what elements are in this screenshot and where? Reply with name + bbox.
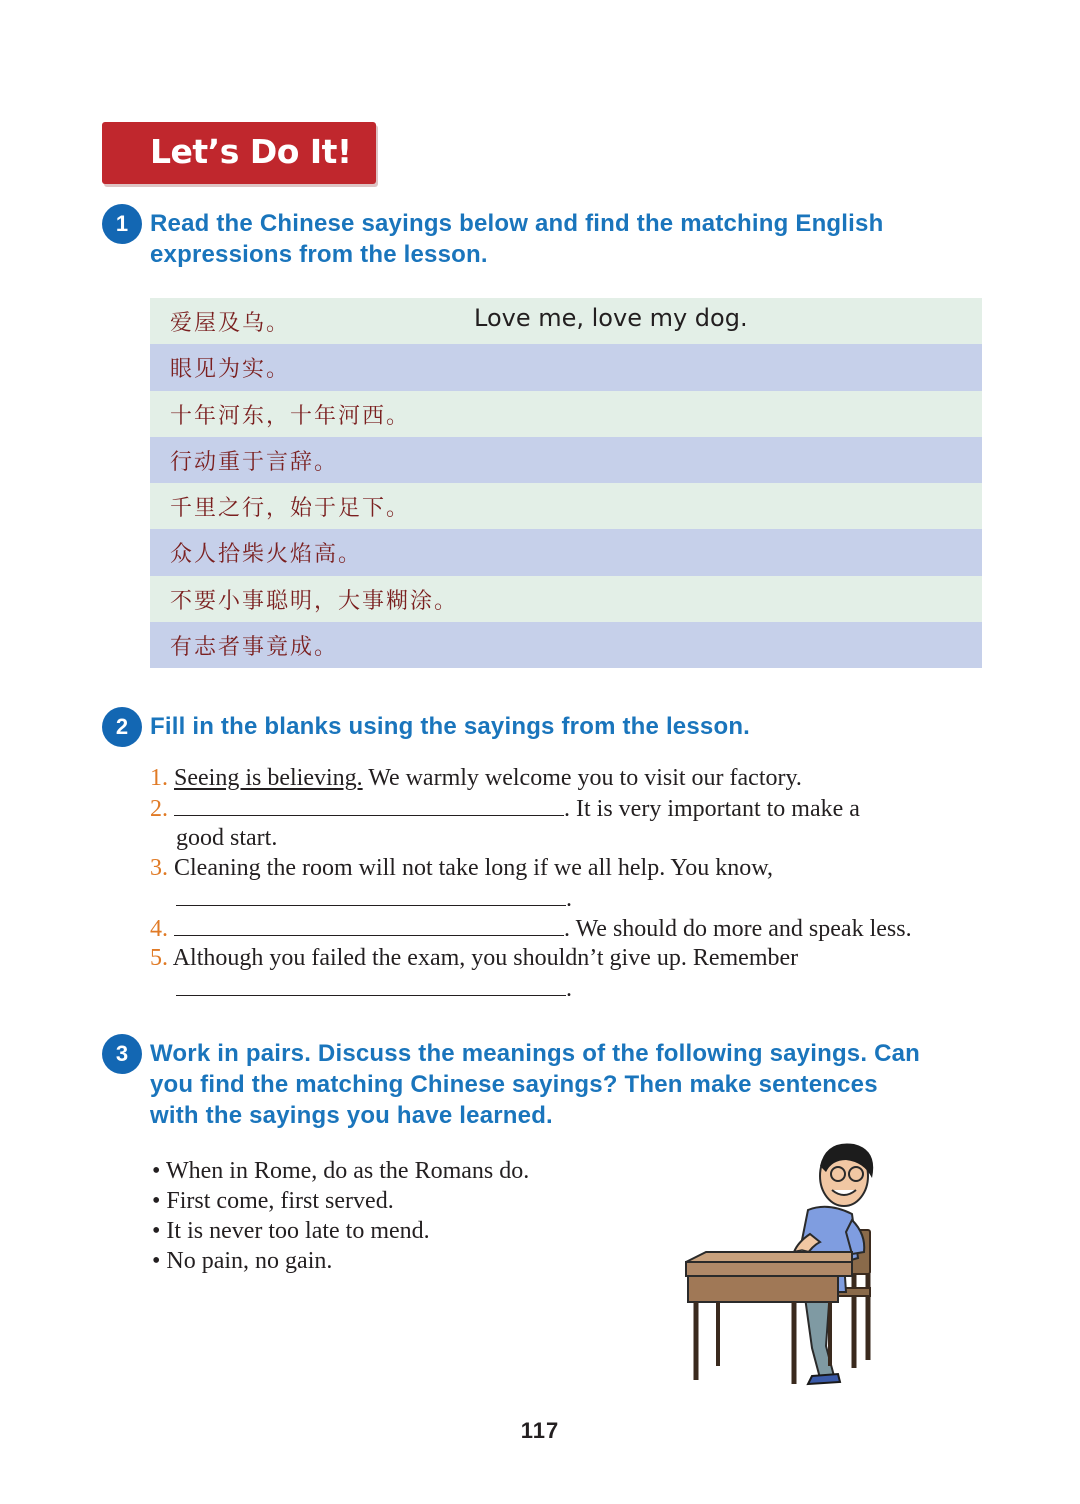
list-item: • When in Rome, do as the Romans do.: [152, 1158, 530, 1184]
table-row: [150, 483, 982, 529]
item-text-continued: .: [566, 886, 572, 912]
sample-answer: Seeing is believing.: [174, 765, 363, 791]
section-1-instruction: [150, 208, 883, 270]
sayings-list: [152, 1156, 529, 1276]
banner-title: Let’s Do It!: [150, 132, 352, 171]
table-row: [150, 576, 982, 622]
chinese-saying: 眼见为实。: [170, 357, 291, 383]
chinese-saying: 不要小事聪明，大事糊涂。: [170, 588, 459, 614]
answer-blank[interactable]: [174, 913, 564, 936]
table-row: [150, 344, 982, 390]
table-row: [150, 298, 982, 344]
item-text: . It is very important to make a: [564, 796, 860, 822]
section-3-instruction-line-3: with the sayings you have learned.: [150, 1102, 553, 1129]
item-number: 3.: [150, 855, 168, 881]
answer-blank[interactable]: [174, 793, 564, 816]
section-3-instruction-line-2: you find the matching Chinese sayings? Then make sentences: [150, 1071, 878, 1098]
item-number: 1.: [150, 765, 168, 791]
chinese-saying: 行动重于言辞。: [170, 449, 339, 475]
section-3-instruction: [150, 1038, 920, 1131]
section-2-number: 2: [102, 707, 142, 747]
item-number: 2.: [150, 796, 168, 822]
exercise-item-2: [150, 793, 860, 824]
section-1-number: 1: [102, 204, 142, 244]
item-number: 5.: [150, 945, 168, 971]
boy-at-desk-illustration: [676, 1138, 896, 1388]
chinese-saying: 有志者事竟成。: [170, 634, 339, 660]
answer-blank[interactable]: [176, 883, 566, 906]
item-text-continued: good start.: [176, 825, 278, 851]
exercise-item-3-blank-line: [176, 883, 572, 914]
section-3-number: 3: [102, 1034, 142, 1074]
item-text: . We should do more and speak less.: [564, 916, 912, 942]
lets-do-it-banner: [102, 122, 376, 184]
item-number: 4.: [150, 916, 168, 942]
chinese-saying: 众人拾柴火焰高。: [170, 542, 363, 568]
page-number: 117: [520, 1418, 560, 1443]
item-text: We warmly welcome you to visit our factory.: [362, 765, 802, 791]
list-item: • It is never too late to mend.: [152, 1218, 430, 1244]
exercise-item-3: [150, 853, 773, 883]
chinese-saying: 爱屋及乌。: [170, 311, 291, 336]
item-text: Although you failed the exam, you shouldn’t give up. Remember: [172, 945, 799, 971]
answer-blank[interactable]: [176, 973, 566, 996]
chinese-saying: 十年河东，十年河西。: [170, 403, 411, 429]
exercise-item-5-blank-line: [176, 973, 572, 1004]
chinese-saying: 千里之行，始于足下。: [170, 496, 411, 521]
exercise-item-1: [150, 763, 802, 793]
english-expression: Love me, love my dog.: [474, 304, 748, 332]
table-row: [150, 529, 982, 575]
section-2-instruction: Fill in the blanks using the sayings from the lesson.: [150, 713, 751, 740]
table-row: [150, 622, 982, 668]
exercise-item-5: [150, 943, 798, 973]
item-text-continued: .: [566, 976, 572, 1002]
table-row: [150, 437, 982, 483]
list-item: • First come, first served.: [152, 1188, 394, 1214]
section-3-instruction-line-1: Work in pairs. Discuss the meanings of the following sayings. Can: [150, 1040, 921, 1067]
exercise-item-4: [150, 913, 912, 944]
sayings-table: [150, 298, 982, 668]
table-row: [150, 391, 982, 437]
section-1-instruction-line-1: Read the Chinese sayings below and find the matching English: [150, 210, 884, 237]
section-1-instruction-line-2: expressions from the lesson.: [150, 241, 488, 268]
list-item: • No pain, no gain.: [152, 1248, 333, 1274]
item-text: Cleaning the room will not take long if we all help. You know,: [174, 855, 774, 881]
